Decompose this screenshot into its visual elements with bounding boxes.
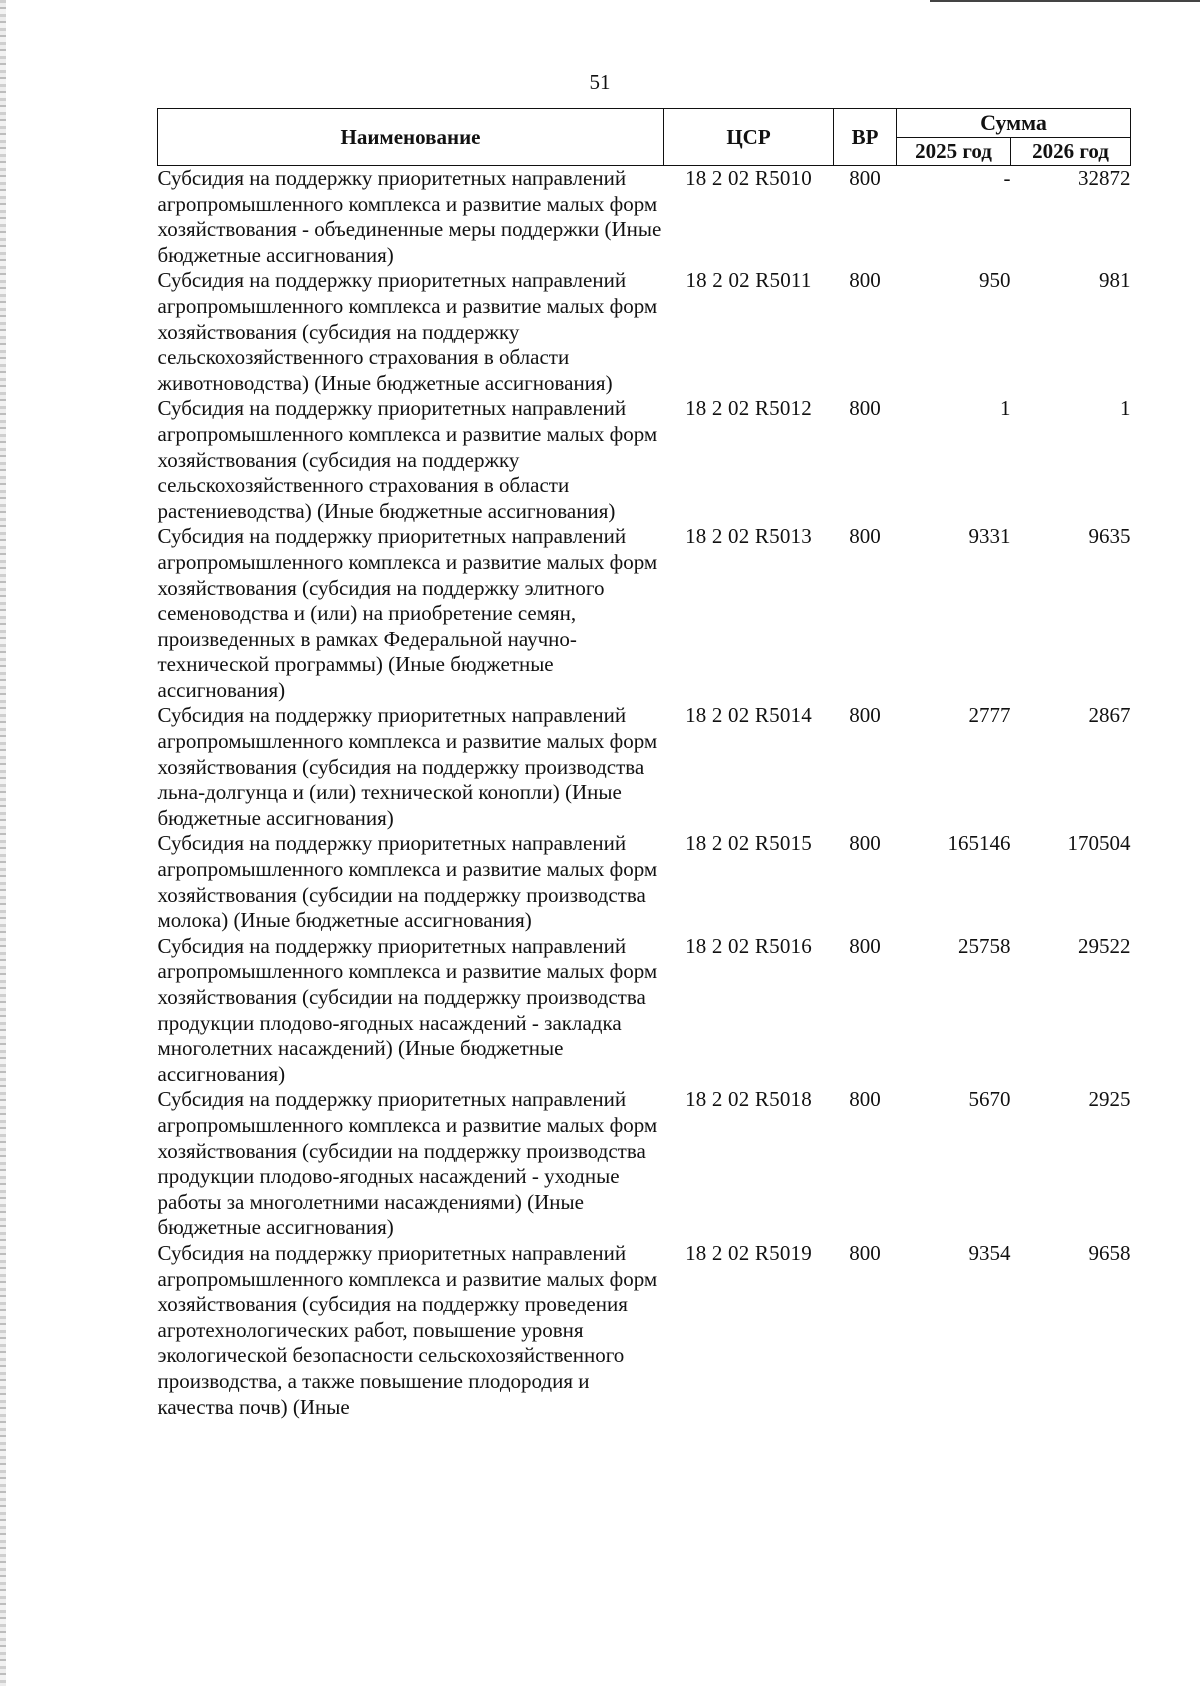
cell-sum-2026: 981 — [1099, 268, 1131, 293]
cell-csr: 18 2 02 R5019 — [685, 1240, 812, 1265]
cell-sum-2025: 165146 — [947, 831, 1011, 856]
table-row — [158, 934, 1131, 1088]
cell-sum-2026: 9658 — [1088, 1240, 1131, 1265]
scan-edge — [0, 0, 6, 1686]
cell-vr: 800 — [849, 933, 881, 958]
cell-sum-2026: 29522 — [1078, 933, 1131, 958]
table-row — [158, 524, 1131, 703]
cell-sum-2026: 32872 — [1078, 166, 1131, 190]
table-row — [158, 1087, 1131, 1241]
table-row — [158, 166, 1131, 269]
cell-sum-2025: 9331 — [968, 524, 1011, 549]
header-csr: ЦСР — [664, 109, 834, 166]
cell-name: Субсидия на поддержку приоритетных направлений агропромышленного комплекса и развитие малых форм хозяйствования (субсидия на поддержку сельскохозяйственного страхования в области растениеводства) (Иные бюджетные ассигнования) — [157, 396, 658, 523]
header-name: Наименование — [158, 109, 664, 166]
cell-name: Субсидия на поддержку приоритетных направлений агропромышленного комплекса и развитие малых форм хозяйствования - объединенные меры поддержки (Иные бюджетные ассигнования) — [157, 166, 662, 267]
cell-vr: 800 — [849, 166, 881, 190]
cell-sum-2025: 25758 — [958, 933, 1011, 958]
header-year-2026: 2026 год — [1011, 137, 1131, 166]
header-sum: Сумма — [897, 109, 1131, 138]
cell-csr: 18 2 02 R5016 — [685, 933, 812, 958]
cell-vr: 800 — [849, 1240, 881, 1265]
table-row — [158, 703, 1131, 831]
cell-csr: 18 2 02 R5010 — [685, 166, 812, 190]
cell-name: Субсидия на поддержку приоритетных направлений агропромышленного комплекса и развитие малых форм хозяйствования (субсидия на поддержку элитного семеноводства и (или) на приобретение семян, произведенных в рамках Федеральной научно-технической программы) (Иные бюджетные ассигнования) — [157, 524, 658, 702]
cell-sum-2026: 2925 — [1088, 1087, 1131, 1112]
header-year-2025: 2025 год — [897, 137, 1011, 166]
cell-sum-2025: 5670 — [968, 1087, 1011, 1112]
cell-sum-2026: 9635 — [1088, 524, 1131, 549]
cell-sum-2025: 9354 — [968, 1240, 1011, 1265]
cell-name: Субсидия на поддержку приоритетных направлений агропромышленного комплекса и развитие малых форм хозяйствования (субсидия на поддержку сельскохозяйственного страхования в области животноводства) (Иные бюджетные ассигнования) — [157, 268, 658, 395]
cell-vr: 800 — [849, 703, 881, 728]
cell-name: Субсидия на поддержку приоритетных направлений агропромышленного комплекса и развитие малых форм хозяйствования (субсидии на поддержку производства продукции плодово-ягодных насаждений - закладка многолетних насаждений) (Иные бюджетные ассигнования) — [157, 933, 658, 1086]
cell-vr: 800 — [849, 396, 881, 421]
cell-vr: 800 — [849, 524, 881, 549]
cell-name: Субсидия на поддержку приоритетных направлений агропромышленного комплекса и развитие малых форм хозяйствования (субсидии на поддержку производства продукции плодово-ягодных насаждений - уходные работы за многолетними насаждениями) (Иные бюджетные ассигнования) — [157, 1087, 658, 1240]
cell-csr: 18 2 02 R5011 — [685, 268, 812, 293]
cell-csr: 18 2 02 R5012 — [685, 396, 812, 421]
cell-csr: 18 2 02 R5013 — [685, 524, 812, 549]
cell-sum-2026: 170504 — [1067, 831, 1131, 856]
budget-table — [157, 108, 1131, 1420]
cell-name: Субсидия на поддержку приоритетных направлений агропромышленного комплекса и развитие малых форм хозяйствования (субсидия на поддержку проведения агротехнологических работ, повышение уровня экологической безопасности сельскохозяйственного производства, а также повышение плодородия и качества почв) (Иные — [157, 1240, 658, 1419]
cell-vr: 800 — [849, 268, 881, 293]
cell-csr: 18 2 02 R5018 — [685, 1087, 812, 1112]
cell-csr: 18 2 02 R5014 — [685, 703, 812, 728]
top-rule — [930, 0, 1200, 2]
cell-sum-2025: 2777 — [968, 703, 1011, 728]
cell-sum-2025: 1 — [1000, 396, 1011, 421]
cell-name: Субсидия на поддержку приоритетных направлений агропромышленного комплекса и развитие малых форм хозяйствования (субсидии на поддержку производства молока) (Иные бюджетные ассигнования) — [157, 831, 658, 933]
table-header — [158, 109, 1131, 166]
table-row — [158, 1241, 1131, 1420]
cell-csr: 18 2 02 R5015 — [685, 831, 812, 856]
table-row — [158, 396, 1131, 524]
table-row — [158, 268, 1131, 396]
cell-name: Субсидия на поддержку приоритетных направлений агропромышленного комплекса и развитие малых форм хозяйствования (субсидия на поддержку производства льна-долгунца и (или) технической конопли) (Иные бюджетные ассигнования) — [157, 703, 658, 830]
cell-sum-2025: 950 — [979, 268, 1011, 293]
cell-sum-2025: - — [1003, 166, 1011, 190]
cell-vr: 800 — [849, 1087, 881, 1112]
cell-sum-2026: 1 — [1120, 396, 1131, 421]
table-row — [158, 831, 1131, 933]
page-number: 51 — [589, 70, 611, 94]
cell-sum-2026: 2867 — [1088, 703, 1131, 728]
table-body — [158, 166, 1131, 1421]
cell-vr: 800 — [849, 831, 881, 856]
header-vr: ВР — [834, 109, 897, 166]
